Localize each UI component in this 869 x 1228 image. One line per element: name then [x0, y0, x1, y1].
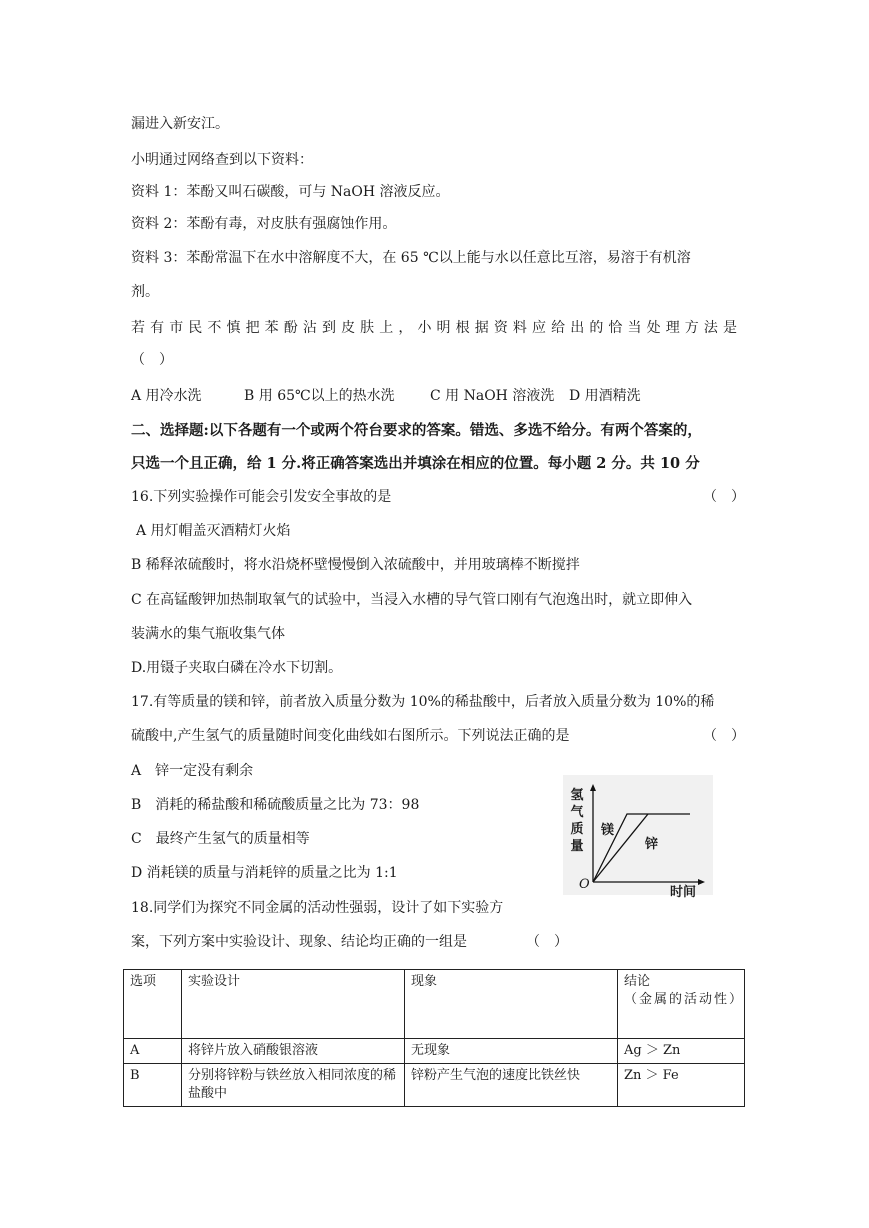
question-18-stem-line-1: 18.同学们为探究不同金属的活动性强弱，设计了如下实验方 — [131, 900, 504, 916]
question-18-stem-line-2: 案，下列方案中实验设计、现象、结论均正确的一组是 — [131, 934, 467, 950]
reference-2: 资料 2：苯酚有毒，对皮肤有强腐蚀作用。 — [131, 216, 397, 232]
table-header-option: 选项 — [124, 970, 182, 1039]
table-header-phenomenon: 现象 — [405, 970, 618, 1039]
table-cell: Ag ＞ Zn — [618, 1039, 745, 1064]
option-b: B 用 65℃以上的热水洗 — [244, 388, 395, 404]
section-2-heading-line-1: 二、选择题:以下各题有一个或两个符台要求的答案。错选、多选不给分。有两个答案的， — [131, 422, 702, 439]
question-16-option-d: D.用镊子夹取白磷在冷水下切割。 — [131, 660, 343, 676]
intro-line-2: 小明通过网络查到以下资料： — [131, 152, 313, 168]
question-16-answer-blank: （ ） — [703, 489, 745, 505]
table-cell: A — [124, 1039, 182, 1064]
reference-1: 资料 1：苯酚又叫石碳酸，可与 NaOH 溶液反应。 — [131, 184, 450, 200]
table-cell: Zn ＞ Fe — [618, 1064, 745, 1107]
table-header-conclusion: 结论 （金属的活动性） — [618, 970, 745, 1039]
question-15-answer-blank: （ ） — [131, 352, 173, 368]
option-d: D 用酒精洗 — [569, 388, 641, 404]
option-a: A 用冷水洗 — [131, 388, 202, 404]
table-row — [124, 1064, 745, 1107]
y-axis-arrow-icon — [590, 784, 596, 791]
reference-3-line-1: 资料 3：苯酚常温下在水中溶解度不大，在 65 ℃以上能与水以任意比互溶，易溶于有机溶 — [131, 250, 691, 266]
table-cell: 无现象 — [405, 1039, 618, 1064]
question-17-stem-line-2: 硫酸中,产生氢气的质量随时间变化曲线如右图所示。下列说法正确的是 — [131, 728, 570, 744]
hydrogen-mass-figure — [563, 775, 713, 900]
table-cell: B — [124, 1064, 182, 1107]
table-cell: 将锌片放入硝酸银溶液 — [182, 1039, 405, 1064]
question-17-option-c: C 最终产生氢气的质量相等 — [131, 831, 310, 847]
question-16-option-b: B 稀释浓硫酸时，将水沿烧杯壁慢慢倒入浓硫酸中，并用玻璃棒不断搅拌 — [131, 557, 580, 573]
question-16-stem: 16.下列实验操作可能会引发安全事故的是 — [131, 489, 392, 505]
origin-label: O — [579, 877, 590, 892]
x-axis-label: 时间 — [670, 885, 697, 900]
question-15-stem: 若有市民不慎把苯酚沾到皮肤上，小明根据资料应给出的恰当处理方法是 — [131, 320, 737, 336]
table-cell: 分别将锌粉与铁丝放入相同浓度的稀盐酸中 — [182, 1064, 405, 1107]
question-17-option-a: A 锌一定没有剩余 — [131, 763, 254, 779]
section-2-heading-line-2: 只选一个且正确，给 1 分.将正确答案选出并填涂在相应的位置。每小题 2 分。共 10 分 — [131, 455, 700, 472]
table-header-design: 实验设计 — [182, 970, 405, 1039]
question-15-options — [131, 386, 641, 406]
reference-3-line-2: 剂。 — [131, 284, 159, 300]
experiment-table — [123, 969, 745, 1107]
question-16-option-c-line-1: C 在高锰酸钾加热制取氧气的试验中，当浸入水槽的导气管口刚有气泡逸出时，就立即伸入 — [131, 592, 693, 608]
table-row — [124, 1039, 745, 1064]
question-16-option-a: A 用灯帽盖灭酒精灯火焰 — [136, 523, 291, 539]
question-17-stem-line-1: 17.有等质量的镁和锌，前者放入质量分数为 10%的稀盐酸中，后者放入质量分数为 10%的稀 — [131, 694, 715, 710]
question-17-answer-blank: （ ） — [703, 728, 745, 744]
magnesium-label: 镁 — [601, 823, 615, 838]
option-c: C 用 NaOH 溶液洗 — [430, 388, 555, 404]
question-17-option-d: D 消耗镁的质量与消耗锌的质量之比为 1:1 — [131, 865, 398, 881]
intro-line-1: 漏进入新安江。 — [131, 116, 229, 132]
question-16-option-c-line-2: 装满水的集气瓶收集气体 — [131, 626, 285, 642]
table-header-row — [124, 970, 745, 1039]
question-17-option-b: B 消耗的稀盐酸和稀硫酸质量之比为 73：98 — [131, 797, 420, 813]
question-18-answer-blank: （ ） — [526, 934, 568, 950]
table-cell: 锌粉产生气泡的速度比铁丝快 — [405, 1064, 618, 1107]
zinc-label: 锌 — [645, 837, 659, 852]
y-axis-label: 氢 气 质 量 — [570, 788, 584, 854]
x-axis-arrow-icon — [698, 879, 705, 885]
